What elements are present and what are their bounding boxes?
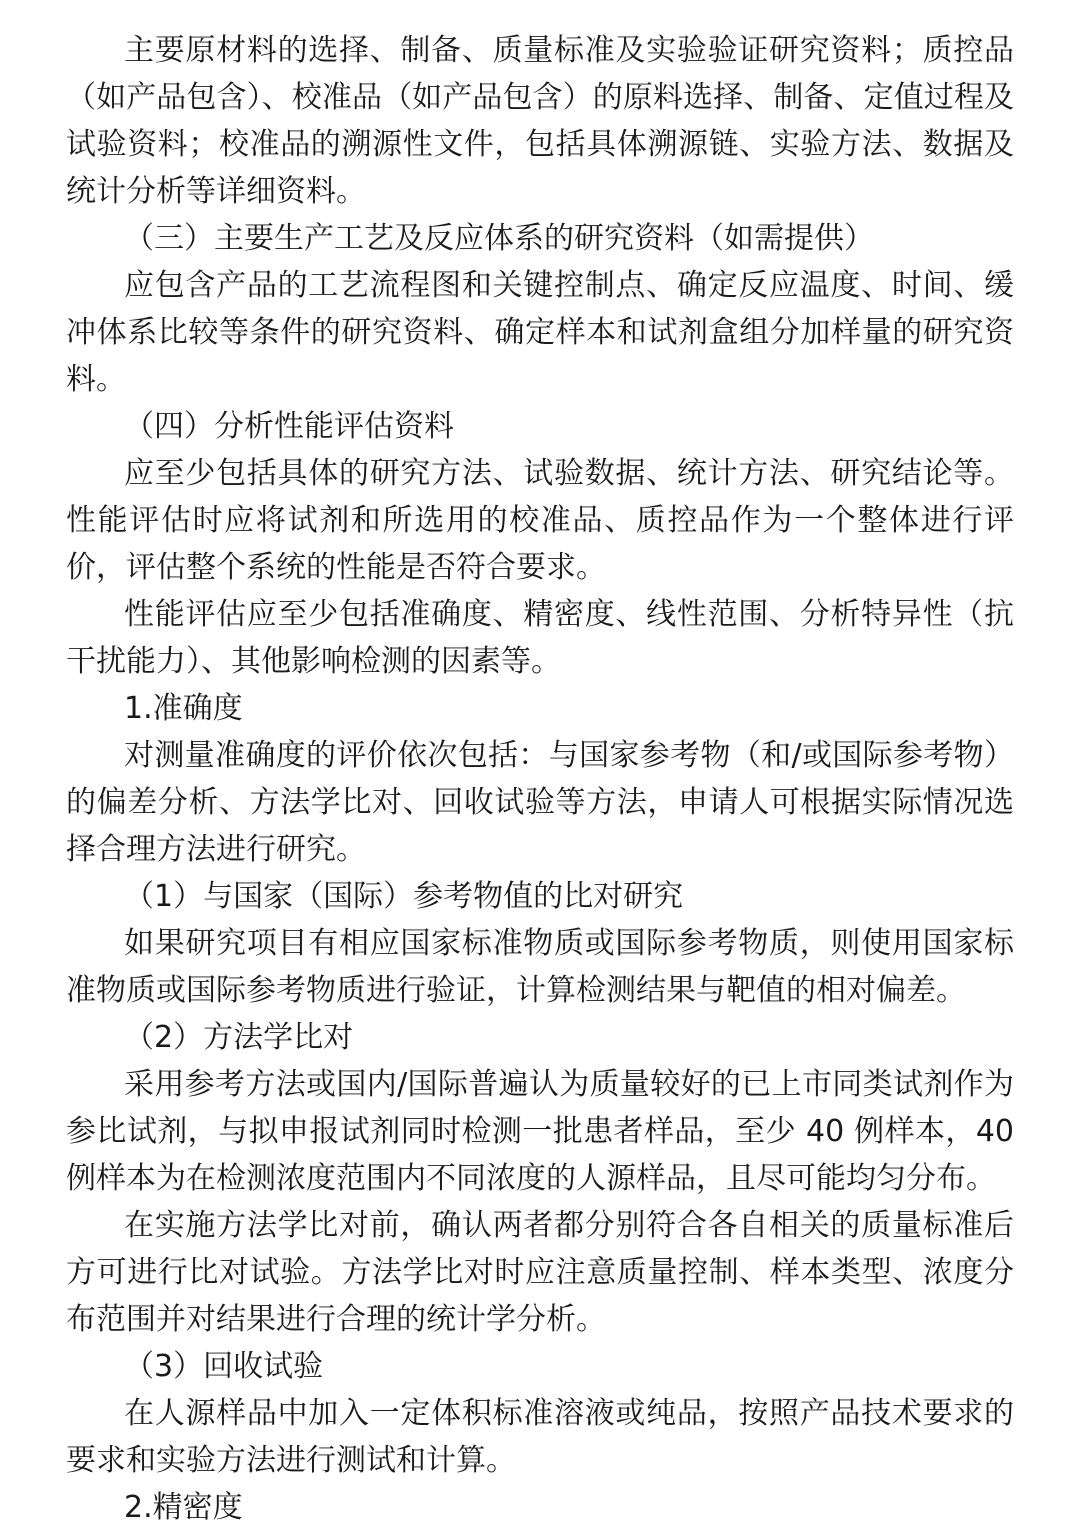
heading-accuracy: 1.准确度 [124, 691, 243, 726]
heading-reference-comparison: （1）与国家（国际）参考物值的比对研究 [124, 879, 684, 914]
paragraph-process-content: 应包含产品的工艺流程图和关键控制点、确定反应温度、时间、缓冲体系比较等条件的研究资料、确定样本和试剂盒组分加样量的研究资料。 [66, 268, 1014, 397]
paragraph-evaluation-scope: 性能评估应至少包括准确度、精密度、线性范围、分析特异性（抗干扰能力）、其他影响检测的因素等。 [66, 597, 1014, 679]
paragraph-raw-materials: 主要原材料的选择、制备、质量标准及实验验证研究资料；质控品（如产品包含）、校准品（如产品包含）的原料选择、制备、定值过程及试验资料；校准品的溯源性文件，包括具体溯源链、实验方法、数据及统计分析等详细资料。 [66, 33, 1014, 209]
heading-production-process: （三）主要生产工艺及反应体系的研究资料（如需提供） [124, 221, 874, 256]
paragraph-method-comparison: 采用参考方法或国内/国际普遍认为质量较好的已上市同类试剂作为参比试剂，与拟申报试剂同时检测一批患者样品，至少 40 例样本，40 例样本为在检测浓度范围内不同浓度的人源样品，且尽可能均匀分布。 [66, 1067, 1014, 1196]
paragraph-accuracy-methods: 对测量准确度的评价依次包括：与国家参考物（和/或国际参考物）的偏差分析、方法学比对、回收试验等方法，申请人可根据实际情况选择合理方法进行研究。 [66, 738, 1014, 867]
paragraph-reference-comparison: 如果研究项目有相应国家标准物质或国际参考物质，则使用国家标准物质或国际参考物质进行验证，计算检测结果与靶值的相对偏差。 [66, 926, 1014, 1008]
paragraph-evaluation-content: 应至少包括具体的研究方法、试验数据、统计方法、研究结论等。性能评估时应将试剂和所选用的校准品、质控品作为一个整体进行评价，评估整个系统的性能是否符合要求。 [66, 456, 1014, 585]
heading-performance-evaluation: （四）分析性能评估资料 [124, 409, 454, 444]
paragraph-recovery-test: 在人源样品中加入一定体积标准溶液或纯品，按照产品技术要求的要求和实验方法进行测试和计算。 [66, 1396, 1014, 1478]
heading-precision: 2.精密度 [124, 1490, 243, 1525]
heading-recovery-test: （3）回收试验 [124, 1349, 324, 1384]
heading-method-comparison: （2）方法学比对 [124, 1020, 354, 1055]
paragraph-method-comparison-notes: 在实施方法学比对前，确认两者都分别符合各自相关的质量标准后方可进行比对试验。方法学比对时应注意质量控制、样本类型、浓度分布范围并对结果进行合理的统计学分析。 [66, 1208, 1014, 1337]
